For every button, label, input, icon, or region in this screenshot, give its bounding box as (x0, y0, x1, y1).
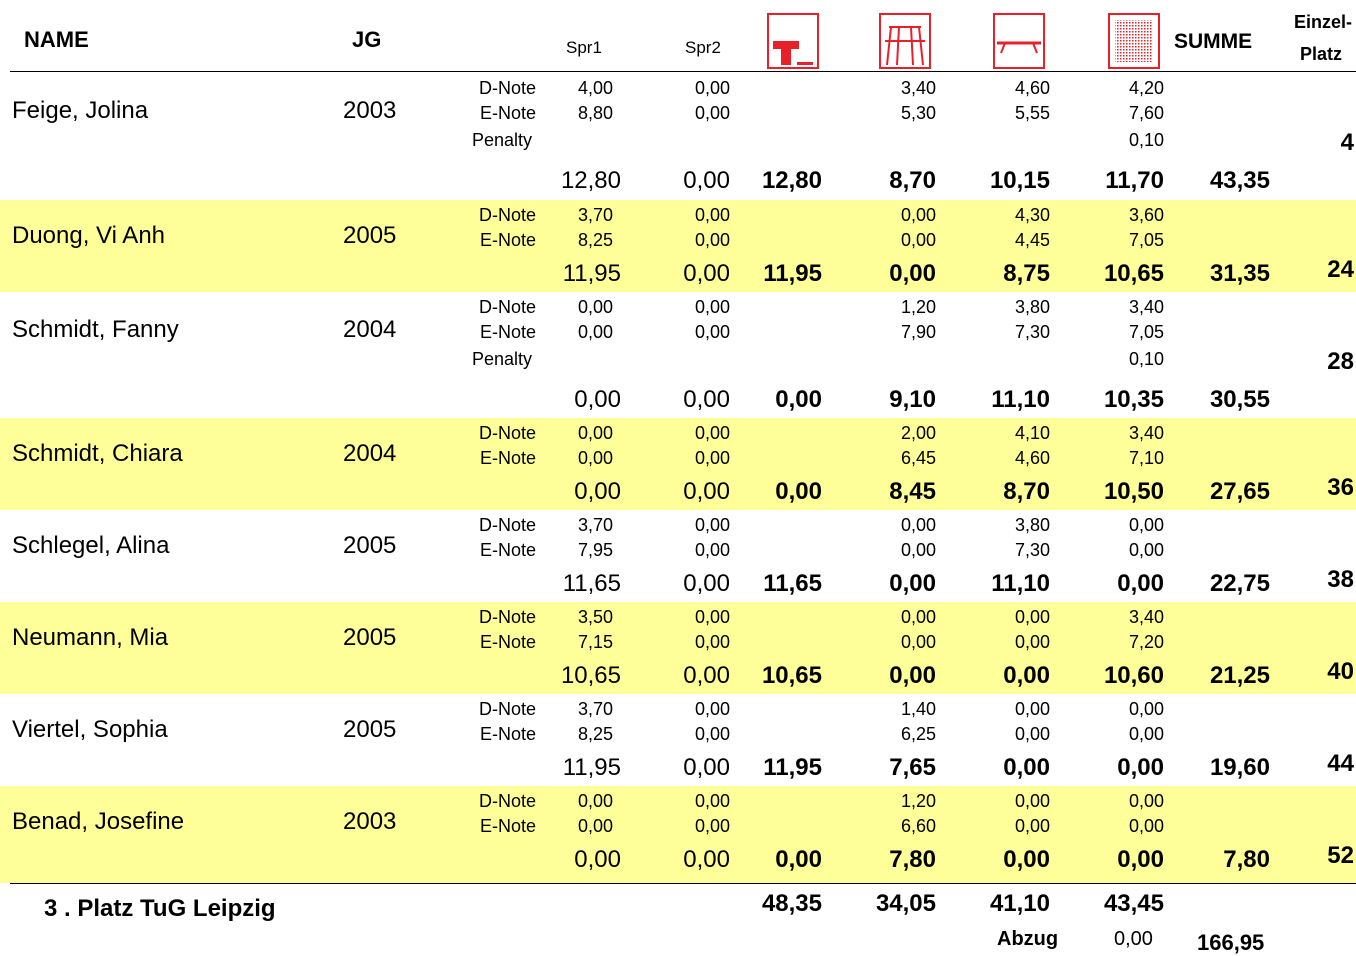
score-total: 11,65 (562, 570, 621, 597)
e-note-value: 7,95 (577, 540, 613, 560)
gymnast-name: Feige, Jolina (12, 97, 149, 124)
score-total: 0,00 (1003, 754, 1050, 781)
team-placement: 3 . Platz TuG Leipzig (44, 895, 276, 922)
d-note-value: 0,00 (900, 515, 936, 535)
d-note-value: 0,00 (577, 297, 613, 317)
d-note-value: 0,00 (1014, 607, 1050, 627)
score-total: 11,10 (991, 570, 1050, 597)
e-note-label: E-Note (479, 322, 536, 342)
vault-icon (767, 13, 819, 69)
score-total: 0,00 (889, 570, 936, 597)
e-note-value: 0,00 (577, 448, 613, 468)
score-total: 7,80 (889, 846, 936, 873)
e-note-value: 7,30 (1014, 322, 1050, 342)
d-note-value: 0,00 (694, 423, 730, 443)
d-note-label: D-Note (478, 515, 536, 535)
header-name: NAME (24, 27, 89, 52)
gymnast-name: Schmidt, Chiara (12, 440, 183, 467)
score-total: 8,75 (1003, 260, 1050, 287)
score-total: 21,25 (1209, 662, 1270, 689)
score-total: 43,35 (1209, 167, 1270, 194)
d-note-value: 3,40 (1128, 423, 1164, 443)
penalty-value: 0,10 (1128, 349, 1164, 369)
e-note-value: 7,15 (577, 632, 613, 652)
birth-year: 2003 (343, 97, 397, 124)
e-note-value: 0,00 (694, 724, 730, 744)
d-note-value: 0,00 (900, 607, 936, 627)
e-note-value: 0,00 (577, 816, 613, 836)
score-total: 8,45 (889, 478, 936, 505)
score-total: 0,00 (1117, 570, 1164, 597)
d-note-value: 0,00 (694, 297, 730, 317)
score-total: 10,15 (989, 167, 1050, 194)
grand-total: 166,95 (1197, 930, 1265, 955)
score-total: 0,00 (889, 662, 936, 689)
floor-icon (1108, 13, 1160, 69)
d-note-label: D-Note (478, 699, 536, 719)
e-note-value: 6,60 (900, 816, 936, 836)
d-note-value: 3,60 (1128, 205, 1164, 225)
total-bars: 34,05 (875, 890, 936, 917)
e-note-value: 0,00 (694, 230, 730, 250)
score-total: 0,00 (574, 386, 621, 413)
penalty-label: Penalty (471, 130, 532, 150)
d-note-value: 3,70 (577, 205, 613, 225)
e-note-value: 8,25 (577, 230, 613, 250)
e-note-value: 8,80 (577, 103, 613, 123)
e-note-value: 4,45 (1014, 230, 1050, 250)
score-total: 0,00 (775, 846, 822, 873)
score-total: 30,55 (1209, 386, 1270, 413)
e-note-value: 0,00 (577, 322, 613, 342)
abzug-value: 0,00 (1114, 928, 1153, 950)
d-note-value: 0,00 (694, 791, 730, 811)
e-note-value: 0,00 (1128, 540, 1164, 560)
d-note-value: 0,00 (577, 423, 613, 443)
e-note-value: 0,00 (1128, 816, 1164, 836)
e-note-value: 7,05 (1128, 230, 1164, 250)
gymnast-name: Duong, Vi Anh (12, 222, 166, 249)
e-note-label: E-Note (479, 230, 536, 250)
score-total: 0,00 (683, 754, 730, 781)
e-note-value: 7,10 (1128, 448, 1164, 468)
score-total: 0,00 (683, 260, 730, 287)
birth-year: 2004 (343, 440, 397, 467)
e-note-value: 4,60 (1014, 448, 1050, 468)
d-note-value: 0,00 (1014, 699, 1050, 719)
e-note-value: 0,00 (694, 540, 730, 560)
abzug-label: Abzug (997, 928, 1059, 950)
e-note-value: 5,55 (1014, 103, 1050, 123)
score-total: 22,75 (1209, 570, 1270, 597)
score-total: 0,00 (889, 260, 936, 287)
individual-place: 36 (1327, 474, 1354, 501)
penalty-value: 0,10 (1128, 130, 1164, 150)
header-summe: SUMME (1174, 30, 1253, 53)
score-total: 12,80 (560, 167, 621, 194)
footer-rule (10, 883, 1356, 884)
e-note-label: E-Note (479, 816, 536, 836)
e-note-value: 0,00 (1014, 632, 1050, 652)
individual-place: 24 (1327, 256, 1354, 283)
d-note-value: 3,80 (1014, 297, 1050, 317)
score-total: 12,80 (761, 167, 822, 194)
d-note-value: 0,00 (694, 607, 730, 627)
d-note-value: 3,70 (577, 515, 613, 535)
e-note-label: E-Note (479, 632, 536, 652)
d-note-value: 3,70 (577, 699, 613, 719)
score-total: 31,35 (1209, 260, 1270, 287)
score-total: 10,35 (1103, 386, 1164, 413)
individual-place: 4 (1340, 129, 1354, 156)
d-note-value: 3,80 (1014, 515, 1050, 535)
header-jg: JG (352, 27, 382, 52)
score-total: 0,00 (574, 846, 621, 873)
e-note-value: 0,00 (1014, 724, 1050, 744)
individual-place: 38 (1327, 566, 1354, 593)
d-note-label: D-Note (478, 791, 536, 811)
score-total: 11,10 (991, 386, 1050, 413)
e-note-value: 0,00 (1128, 724, 1164, 744)
balance-beam-icon (993, 13, 1045, 69)
d-note-value: 3,50 (577, 607, 613, 627)
score-total: 0,00 (1003, 662, 1050, 689)
e-note-value: 8,25 (577, 724, 613, 744)
gymnast-name: Viertel, Sophia (12, 716, 168, 743)
d-note-value: 2,00 (900, 423, 936, 443)
score-total: 7,65 (889, 754, 936, 781)
e-note-value: 0,00 (694, 816, 730, 836)
e-note-value: 7,90 (900, 322, 936, 342)
e-note-value: 0,00 (900, 540, 936, 560)
score-total: 11,65 (763, 570, 822, 597)
score-total: 0,00 (683, 167, 730, 194)
e-note-label: E-Note (479, 448, 536, 468)
birth-year: 2003 (343, 808, 397, 835)
header-platz: Platz (1300, 44, 1343, 64)
score-total: 8,70 (889, 167, 936, 194)
score-total: 0,00 (683, 570, 730, 597)
gymnast-name: Benad, Josefine (12, 808, 185, 835)
score-total: 9,10 (889, 386, 936, 413)
header-einzel: Einzel- (1294, 12, 1353, 32)
e-note-value: 6,25 (900, 724, 936, 744)
uneven-bars-icon (879, 13, 931, 69)
d-note-value: 0,00 (694, 699, 730, 719)
d-note-value: 1,20 (900, 791, 936, 811)
d-note-value: 4,60 (1014, 78, 1050, 98)
d-note-value: 4,30 (1014, 205, 1050, 225)
score-total: 0,00 (683, 846, 730, 873)
gymnast-name: Schmidt, Fanny (12, 316, 179, 343)
score-total: 0,00 (1003, 846, 1050, 873)
d-note-value: 0,00 (1128, 515, 1164, 535)
e-note-value: 0,00 (694, 103, 730, 123)
d-note-value: 0,00 (1128, 699, 1164, 719)
birth-year: 2005 (343, 532, 397, 559)
e-note-value: 6,45 (900, 448, 936, 468)
score-total: 0,00 (775, 478, 822, 505)
d-note-value: 4,00 (577, 78, 613, 98)
d-note-value: 4,20 (1128, 78, 1164, 98)
score-total: 10,50 (1103, 478, 1164, 505)
individual-place: 40 (1327, 658, 1354, 685)
header-rule (10, 71, 1356, 72)
e-note-value: 0,00 (900, 230, 936, 250)
birth-year: 2004 (343, 316, 397, 343)
score-total: 7,80 (1223, 846, 1270, 873)
d-note-value: 1,20 (900, 297, 936, 317)
d-note-value: 3,40 (1128, 607, 1164, 627)
header-spr1: Spr1 (566, 38, 602, 57)
score-total: 27,65 (1209, 478, 1270, 505)
score-total: 0,00 (683, 386, 730, 413)
individual-place: 28 (1327, 348, 1354, 375)
total-beam: 41,10 (989, 890, 1050, 917)
d-note-value: 0,00 (900, 205, 936, 225)
gymnast-name: Neumann, Mia (12, 624, 169, 651)
e-note-value: 0,00 (694, 322, 730, 342)
header-spr2: Spr2 (685, 38, 721, 57)
score-total: 10,60 (1103, 662, 1164, 689)
score-total: 11,95 (763, 754, 822, 781)
e-note-value: 5,30 (900, 103, 936, 123)
d-note-value: 3,40 (900, 78, 936, 98)
d-note-value: 0,00 (1014, 791, 1050, 811)
score-total: 11,95 (562, 260, 621, 287)
score-total: 11,95 (562, 754, 621, 781)
e-note-label: E-Note (479, 540, 536, 560)
score-total: 10,65 (1103, 260, 1164, 287)
d-note-label: D-Note (478, 607, 536, 627)
score-total: 0,00 (574, 478, 621, 505)
e-note-value: 7,30 (1014, 540, 1050, 560)
d-note-value: 4,10 (1014, 423, 1050, 443)
d-note-value: 1,40 (900, 699, 936, 719)
score-total: 11,70 (1105, 167, 1164, 194)
score-total: 0,00 (775, 386, 822, 413)
score-total: 0,00 (683, 662, 730, 689)
score-total: 10,65 (560, 662, 621, 689)
e-note-value: 7,60 (1128, 103, 1164, 123)
total-floor: 43,45 (1103, 890, 1164, 917)
score-total: 0,00 (683, 478, 730, 505)
penalty-label: Penalty (471, 349, 532, 369)
birth-year: 2005 (343, 624, 397, 651)
birth-year: 2005 (343, 222, 397, 249)
score-total: 0,00 (1117, 754, 1164, 781)
individual-place: 44 (1327, 750, 1354, 777)
score-total: 11,95 (763, 260, 822, 287)
e-note-value: 0,00 (694, 632, 730, 652)
d-note-value: 0,00 (577, 791, 613, 811)
d-note-value: 3,40 (1128, 297, 1164, 317)
birth-year: 2005 (343, 716, 397, 743)
e-note-value: 0,00 (694, 448, 730, 468)
d-note-value: 0,00 (694, 515, 730, 535)
d-note-label: D-Note (478, 423, 536, 443)
gymnast-name: Schlegel, Alina (12, 532, 170, 559)
individual-place: 52 (1327, 842, 1354, 869)
d-note-value: 0,00 (694, 78, 730, 98)
d-note-label: D-Note (478, 78, 536, 98)
score-total: 19,60 (1209, 754, 1270, 781)
score-total: 10,65 (761, 662, 822, 689)
d-note-value: 0,00 (1128, 791, 1164, 811)
score-total: 8,70 (1003, 478, 1050, 505)
score-total: 0,00 (1117, 846, 1164, 873)
e-note-value: 0,00 (900, 632, 936, 652)
d-note-value: 0,00 (694, 205, 730, 225)
e-note-value: 7,20 (1128, 632, 1164, 652)
e-note-label: E-Note (479, 724, 536, 744)
total-vault: 48,35 (761, 890, 822, 917)
d-note-label: D-Note (478, 205, 536, 225)
e-note-label: E-Note (479, 103, 536, 123)
e-note-value: 0,00 (1014, 816, 1050, 836)
e-note-value: 7,05 (1128, 322, 1164, 342)
d-note-label: D-Note (478, 297, 536, 317)
